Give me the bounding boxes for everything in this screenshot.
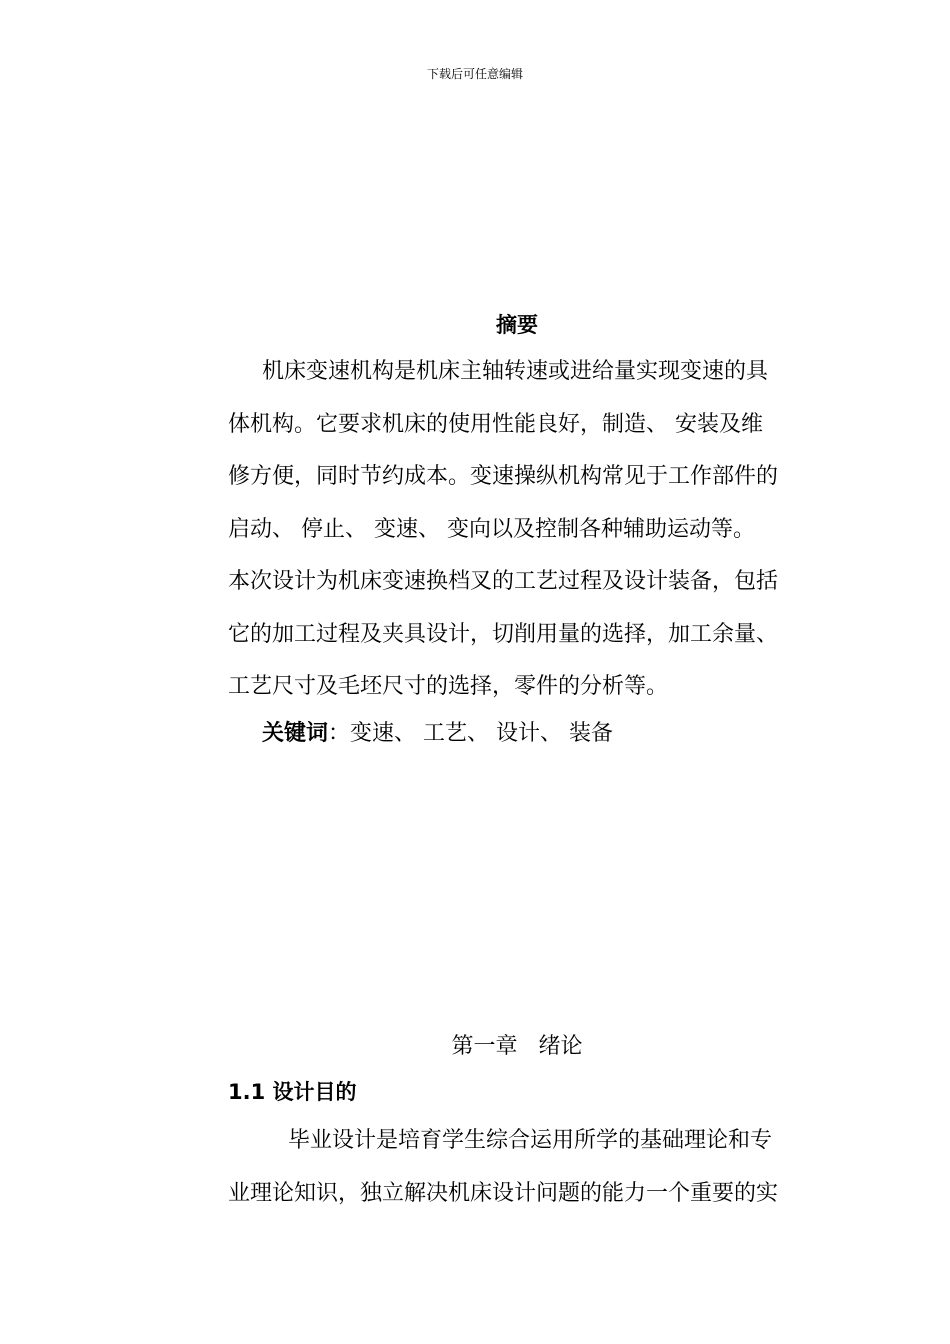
- abstract-line: 修方便，同时节约成本。变速操纵机构常见于工作部件的: [228, 464, 779, 489]
- section-body: [228, 1115, 808, 1220]
- abstract-line: 体机构。它要求机床的使用性能良好，制造、 安装及维: [228, 411, 763, 437]
- abstract-title: 摘要: [496, 313, 538, 337]
- section-line: 毕业设计是培育学生综合运用所学的基础理论和专: [288, 1128, 773, 1153]
- chapter-title: 第一章 绪论: [451, 1034, 583, 1059]
- abstract-line: 机床变速机构是机床主轴转速或进给量实现变速的具: [262, 359, 769, 384]
- keywords-text: ：变速、 工艺、 设计、 装备: [328, 721, 613, 746]
- page-header-note: 下载后可任意编辑: [426, 67, 523, 81]
- abstract-line: 本次设计为机床变速换档叉的工艺过程及设计装备，包括: [228, 569, 779, 594]
- section-line: 业理论知识，独立解决机床设计问题的能力一个重要的实: [228, 1180, 779, 1206]
- keywords-label: 关键词: [262, 721, 329, 746]
- abstract-line: 它的加工过程及夹具设计，切削用量的选择，加工余量、: [228, 621, 779, 647]
- abstract-body: [228, 346, 808, 714]
- section-title: 1.1 设计目的: [228, 1080, 357, 1104]
- abstract-line: 工艺尺寸及毛坯尺寸的选择，零件的分析等。: [228, 674, 669, 699]
- abstract-line: 启动、 停止、 变速、 变向以及控制各种辅助运动等。: [228, 516, 755, 542]
- keywords: [262, 714, 613, 754]
